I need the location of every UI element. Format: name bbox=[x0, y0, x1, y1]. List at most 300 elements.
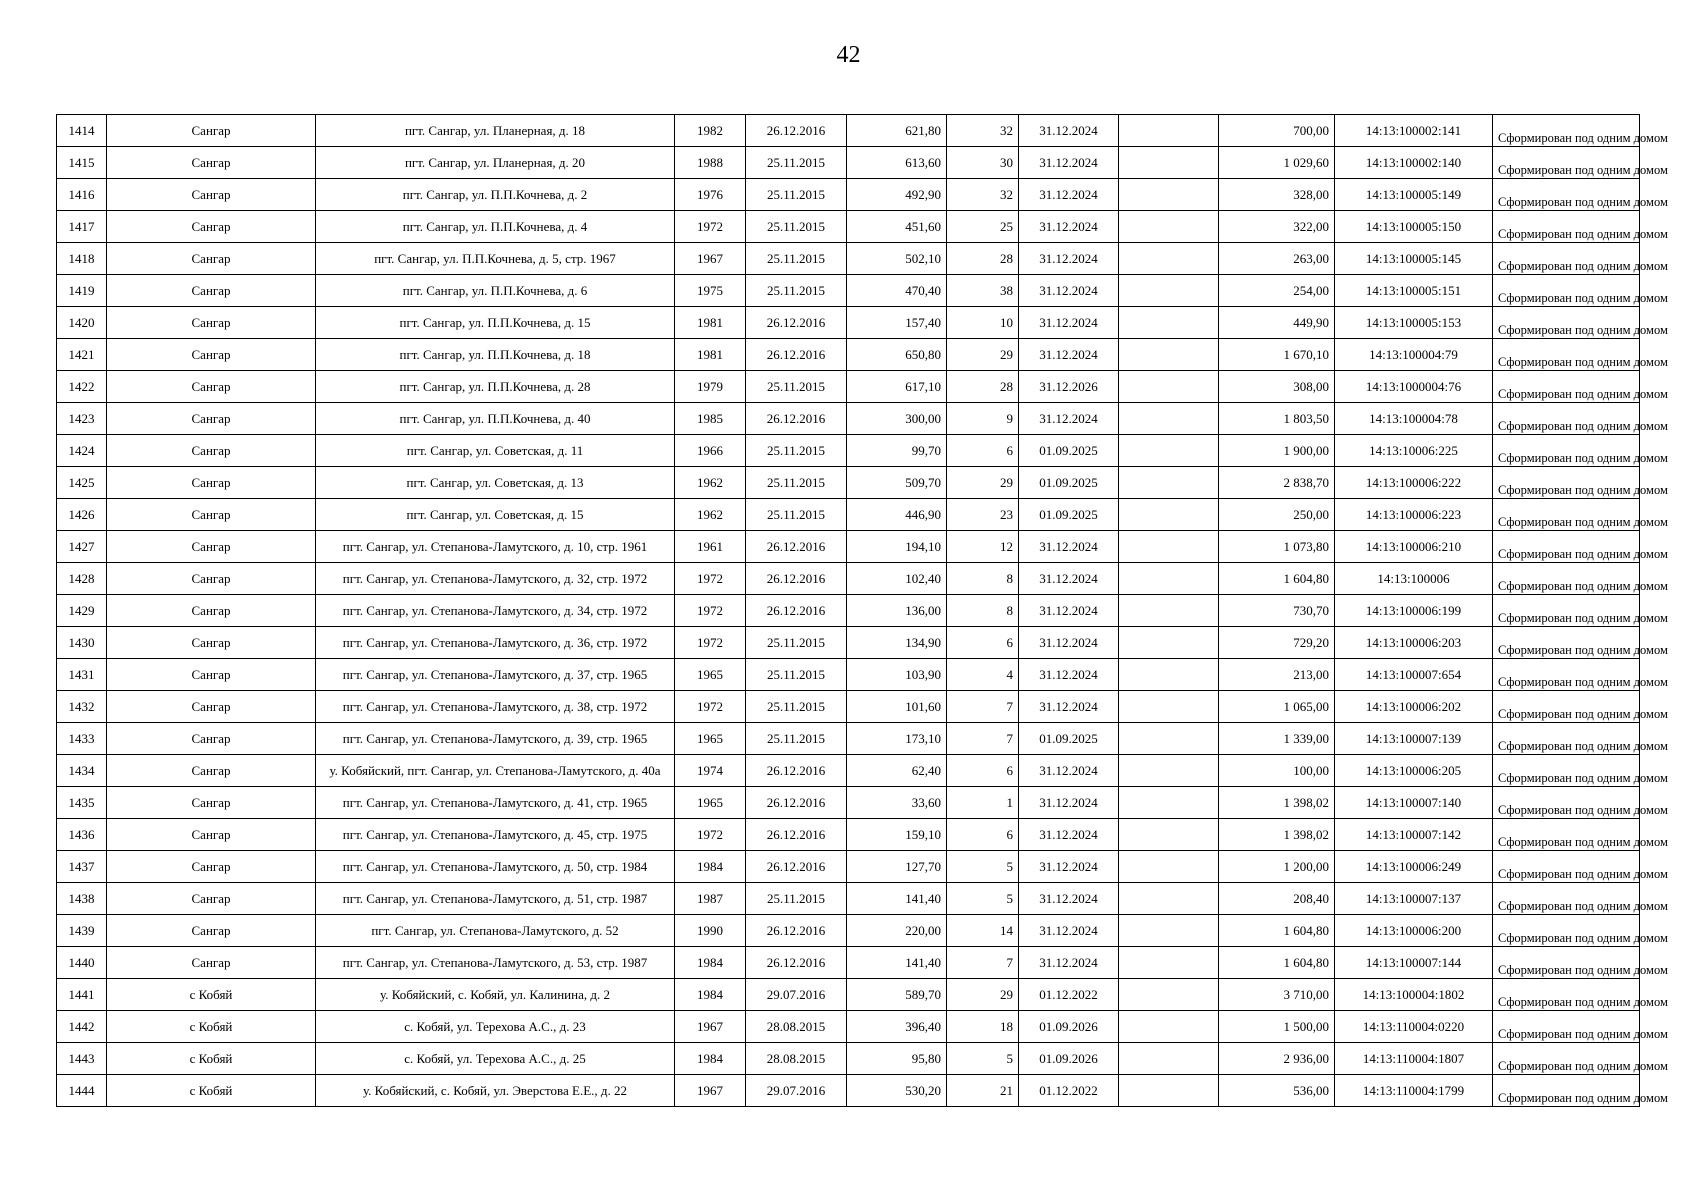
status-cell: Сформирован под одним домом bbox=[1493, 947, 1640, 979]
address-cell: пгт. Сангар, ул. П.П.Кочнева, д. 2 bbox=[316, 179, 675, 211]
deadline-date-cell: 31.12.2024 bbox=[1019, 115, 1119, 147]
locality-cell: Сангар bbox=[107, 883, 316, 915]
locality-cell: Сангар bbox=[107, 563, 316, 595]
date-cell: 25.11.2015 bbox=[746, 243, 847, 275]
row-number-cell: 1425 bbox=[57, 467, 107, 499]
cadastral-number-cell: 14:13:100002:140 bbox=[1335, 147, 1493, 179]
land-area-cell: 1 604,80 bbox=[1219, 915, 1335, 947]
year-built-cell: 1972 bbox=[675, 691, 746, 723]
land-area-cell: 1 065,00 bbox=[1219, 691, 1335, 723]
table-row bbox=[57, 147, 1640, 179]
cadastral-number-cell: 14:13:100006:202 bbox=[1335, 691, 1493, 723]
address-cell: пгт. Сангар, ул. П.П.Кочнева, д. 4 bbox=[316, 211, 675, 243]
cadastral-number-cell: 14:13:100002:141 bbox=[1335, 115, 1493, 147]
row-number-cell: 1429 bbox=[57, 595, 107, 627]
deadline-date-cell: 01.12.2022 bbox=[1019, 1075, 1119, 1107]
status-cell: Сформирован под одним домом bbox=[1493, 371, 1640, 403]
area-cell: 530,20 bbox=[847, 1075, 947, 1107]
address-cell: пгт. Сангар, ул. Степанова-Ламутского, д. 10, стр. 1961 bbox=[316, 531, 675, 563]
area-cell: 492,90 bbox=[847, 179, 947, 211]
locality-cell: Сангар bbox=[107, 595, 316, 627]
year-built-cell: 1988 bbox=[675, 147, 746, 179]
empty-cell bbox=[1119, 819, 1219, 851]
row-number-cell: 1430 bbox=[57, 627, 107, 659]
address-cell: пгт. Сангар, ул. П.П.Кочнева, д. 15 bbox=[316, 307, 675, 339]
date-cell: 25.11.2015 bbox=[746, 659, 847, 691]
deadline-date-cell: 31.12.2024 bbox=[1019, 691, 1119, 723]
cadastral-number-cell: 14:13:100006:223 bbox=[1335, 499, 1493, 531]
land-area-cell: 328,00 bbox=[1219, 179, 1335, 211]
empty-cell bbox=[1119, 595, 1219, 627]
locality-cell: Сангар bbox=[107, 403, 316, 435]
land-area-cell: 1 339,00 bbox=[1219, 723, 1335, 755]
deadline-date-cell: 31.12.2024 bbox=[1019, 659, 1119, 691]
empty-cell bbox=[1119, 435, 1219, 467]
area-cell: 621,80 bbox=[847, 115, 947, 147]
locality-cell: Сангар bbox=[107, 691, 316, 723]
land-area-cell: 1 398,02 bbox=[1219, 819, 1335, 851]
date-cell: 26.12.2016 bbox=[746, 115, 847, 147]
status-cell: Сформирован под одним домом bbox=[1493, 1075, 1640, 1107]
residents-cell: 18 bbox=[947, 1011, 1019, 1043]
empty-cell bbox=[1119, 659, 1219, 691]
empty-cell bbox=[1119, 531, 1219, 563]
locality-cell: Сангар bbox=[107, 851, 316, 883]
row-number-cell: 1428 bbox=[57, 563, 107, 595]
row-number-cell: 1416 bbox=[57, 179, 107, 211]
locality-cell: Сангар bbox=[107, 467, 316, 499]
year-built-cell: 1967 bbox=[675, 1011, 746, 1043]
date-cell: 26.12.2016 bbox=[746, 787, 847, 819]
land-area-cell: 1 604,80 bbox=[1219, 947, 1335, 979]
land-area-cell: 1 670,10 bbox=[1219, 339, 1335, 371]
land-area-cell: 3 710,00 bbox=[1219, 979, 1335, 1011]
year-built-cell: 1981 bbox=[675, 307, 746, 339]
residents-cell: 29 bbox=[947, 339, 1019, 371]
empty-cell bbox=[1119, 403, 1219, 435]
empty-cell bbox=[1119, 563, 1219, 595]
cadastral-number-cell: 14:13:100004:1802 bbox=[1335, 979, 1493, 1011]
table-row bbox=[57, 115, 1640, 147]
housing-registry-table bbox=[56, 114, 1668, 1107]
year-built-cell: 1962 bbox=[675, 499, 746, 531]
date-cell: 25.11.2015 bbox=[746, 371, 847, 403]
table-row bbox=[57, 179, 1640, 211]
area-cell: 127,70 bbox=[847, 851, 947, 883]
area-cell: 157,40 bbox=[847, 307, 947, 339]
deadline-date-cell: 01.09.2026 bbox=[1019, 1011, 1119, 1043]
table-row bbox=[57, 627, 1640, 659]
date-cell: 26.12.2016 bbox=[746, 915, 847, 947]
row-number-cell: 1440 bbox=[57, 947, 107, 979]
address-cell: пгт. Сангар, ул. Советская, д. 11 bbox=[316, 435, 675, 467]
residents-cell: 1 bbox=[947, 787, 1019, 819]
row-number-cell: 1417 bbox=[57, 211, 107, 243]
row-number-cell: 1421 bbox=[57, 339, 107, 371]
cadastral-number-cell: 14:13:100005:150 bbox=[1335, 211, 1493, 243]
status-cell: Сформирован под одним домом bbox=[1493, 851, 1640, 883]
date-cell: 26.12.2016 bbox=[746, 819, 847, 851]
residents-cell: 6 bbox=[947, 755, 1019, 787]
land-area-cell: 1 900,00 bbox=[1219, 435, 1335, 467]
deadline-date-cell: 31.12.2024 bbox=[1019, 883, 1119, 915]
address-cell: пгт. Сангар, ул. Степанова-Ламутского, д. 52 bbox=[316, 915, 675, 947]
empty-cell bbox=[1119, 499, 1219, 531]
address-cell: пгт. Сангар, ул. Планерная, д. 20 bbox=[316, 147, 675, 179]
status-cell: Сформирован под одним домом bbox=[1493, 115, 1640, 147]
table-row bbox=[57, 947, 1640, 979]
deadline-date-cell: 31.12.2024 bbox=[1019, 179, 1119, 211]
locality-cell: с Кобяй bbox=[107, 979, 316, 1011]
deadline-date-cell: 31.12.2024 bbox=[1019, 403, 1119, 435]
area-cell: 470,40 bbox=[847, 275, 947, 307]
table-row bbox=[57, 339, 1640, 371]
status-cell: Сформирован под одним домом bbox=[1493, 915, 1640, 947]
date-cell: 25.11.2015 bbox=[746, 883, 847, 915]
land-area-cell: 700,00 bbox=[1219, 115, 1335, 147]
status-cell: Сформирован под одним домом bbox=[1493, 531, 1640, 563]
year-built-cell: 1985 bbox=[675, 403, 746, 435]
residents-cell: 23 bbox=[947, 499, 1019, 531]
area-cell: 617,10 bbox=[847, 371, 947, 403]
locality-cell: с Кобяй bbox=[107, 1043, 316, 1075]
status-cell: Сформирован под одним домом bbox=[1493, 275, 1640, 307]
deadline-date-cell: 31.12.2024 bbox=[1019, 819, 1119, 851]
row-number-cell: 1443 bbox=[57, 1043, 107, 1075]
land-area-cell: 254,00 bbox=[1219, 275, 1335, 307]
land-area-cell: 730,70 bbox=[1219, 595, 1335, 627]
residents-cell: 5 bbox=[947, 883, 1019, 915]
residents-cell: 38 bbox=[947, 275, 1019, 307]
empty-cell bbox=[1119, 211, 1219, 243]
area-cell: 300,00 bbox=[847, 403, 947, 435]
empty-cell bbox=[1119, 947, 1219, 979]
empty-cell bbox=[1119, 339, 1219, 371]
empty-cell bbox=[1119, 691, 1219, 723]
cadastral-number-cell: 14:13:100006:199 bbox=[1335, 595, 1493, 627]
address-cell: у. Кобяйский, с. Кобяй, ул. Эверстова Е.Е., д. 22 bbox=[316, 1075, 675, 1107]
cadastral-number-cell: 14:13:100004:79 bbox=[1335, 339, 1493, 371]
status-cell: Сформирован под одним домом bbox=[1493, 435, 1640, 467]
cadastral-number-cell: 14:13:100005:153 bbox=[1335, 307, 1493, 339]
area-cell: 159,10 bbox=[847, 819, 947, 851]
empty-cell bbox=[1119, 243, 1219, 275]
address-cell: пгт. Сангар, ул. П.П.Кочнева, д. 40 bbox=[316, 403, 675, 435]
deadline-date-cell: 31.12.2024 bbox=[1019, 243, 1119, 275]
empty-cell bbox=[1119, 915, 1219, 947]
year-built-cell: 1962 bbox=[675, 467, 746, 499]
date-cell: 26.12.2016 bbox=[746, 403, 847, 435]
status-cell: Сформирован под одним домом bbox=[1493, 179, 1640, 211]
status-cell: Сформирован под одним домом bbox=[1493, 467, 1640, 499]
cadastral-number-cell: 14:13:100006:222 bbox=[1335, 467, 1493, 499]
area-cell: 173,10 bbox=[847, 723, 947, 755]
table-row bbox=[57, 691, 1640, 723]
table-row bbox=[57, 883, 1640, 915]
status-cell: Сформирован под одним домом bbox=[1493, 499, 1640, 531]
deadline-date-cell: 01.09.2025 bbox=[1019, 499, 1119, 531]
cadastral-number-cell: 14:13:110004:0220 bbox=[1335, 1011, 1493, 1043]
address-cell: пгт. Сангар, ул. Степанова-Ламутского, д. 51, стр. 1987 bbox=[316, 883, 675, 915]
residents-cell: 7 bbox=[947, 691, 1019, 723]
land-area-cell: 100,00 bbox=[1219, 755, 1335, 787]
address-cell: пгт. Сангар, ул. Степанова-Ламутского, д. 37, стр. 1965 bbox=[316, 659, 675, 691]
locality-cell: с Кобяй bbox=[107, 1075, 316, 1107]
locality-cell: Сангар bbox=[107, 627, 316, 659]
area-cell: 101,60 bbox=[847, 691, 947, 723]
area-cell: 446,90 bbox=[847, 499, 947, 531]
empty-cell bbox=[1119, 307, 1219, 339]
row-number-cell: 1431 bbox=[57, 659, 107, 691]
address-cell: у. Кобяйский, с. Кобяй, ул. Калинина, д. 2 bbox=[316, 979, 675, 1011]
year-built-cell: 1972 bbox=[675, 211, 746, 243]
locality-cell: Сангар bbox=[107, 243, 316, 275]
empty-cell bbox=[1119, 755, 1219, 787]
date-cell: 26.12.2016 bbox=[746, 851, 847, 883]
address-cell: пгт. Сангар, ул. Степанова-Ламутского, д. 39, стр. 1965 bbox=[316, 723, 675, 755]
deadline-date-cell: 01.09.2026 bbox=[1019, 1043, 1119, 1075]
deadline-date-cell: 31.12.2024 bbox=[1019, 947, 1119, 979]
locality-cell: Сангар bbox=[107, 307, 316, 339]
residents-cell: 29 bbox=[947, 979, 1019, 1011]
land-area-cell: 536,00 bbox=[1219, 1075, 1335, 1107]
cadastral-number-cell: 14:13:100007:142 bbox=[1335, 819, 1493, 851]
year-built-cell: 1984 bbox=[675, 979, 746, 1011]
residents-cell: 6 bbox=[947, 435, 1019, 467]
residents-cell: 6 bbox=[947, 627, 1019, 659]
area-cell: 134,90 bbox=[847, 627, 947, 659]
residents-cell: 8 bbox=[947, 595, 1019, 627]
date-cell: 26.12.2016 bbox=[746, 531, 847, 563]
residents-cell: 25 bbox=[947, 211, 1019, 243]
date-cell: 25.11.2015 bbox=[746, 435, 847, 467]
cadastral-number-cell: 14:13:100007:137 bbox=[1335, 883, 1493, 915]
table-row bbox=[57, 531, 1640, 563]
residents-cell: 29 bbox=[947, 467, 1019, 499]
date-cell: 26.12.2016 bbox=[746, 339, 847, 371]
area-cell: 650,80 bbox=[847, 339, 947, 371]
land-area-cell: 2 838,70 bbox=[1219, 467, 1335, 499]
area-cell: 141,40 bbox=[847, 883, 947, 915]
area-cell: 95,80 bbox=[847, 1043, 947, 1075]
year-built-cell: 1981 bbox=[675, 339, 746, 371]
year-built-cell: 1987 bbox=[675, 883, 746, 915]
date-cell: 25.11.2015 bbox=[746, 467, 847, 499]
cadastral-number-cell: 14:13:100007:139 bbox=[1335, 723, 1493, 755]
row-number-cell: 1434 bbox=[57, 755, 107, 787]
year-built-cell: 1984 bbox=[675, 1043, 746, 1075]
cadastral-number-cell: 14:13:1000004:76 bbox=[1335, 371, 1493, 403]
address-cell: пгт. Сангар, ул. Планерная, д. 18 bbox=[316, 115, 675, 147]
year-built-cell: 1967 bbox=[675, 1075, 746, 1107]
land-area-cell: 729,20 bbox=[1219, 627, 1335, 659]
cadastral-number-cell: 14:13:100007:144 bbox=[1335, 947, 1493, 979]
cadastral-number-cell: 14:13:100006:205 bbox=[1335, 755, 1493, 787]
residents-cell: 32 bbox=[947, 179, 1019, 211]
empty-cell bbox=[1119, 787, 1219, 819]
land-area-cell: 1 604,80 bbox=[1219, 563, 1335, 595]
row-number-cell: 1418 bbox=[57, 243, 107, 275]
deadline-date-cell: 31.12.2024 bbox=[1019, 147, 1119, 179]
deadline-date-cell: 31.12.2024 bbox=[1019, 307, 1119, 339]
land-area-cell: 1 803,50 bbox=[1219, 403, 1335, 435]
deadline-date-cell: 01.09.2025 bbox=[1019, 467, 1119, 499]
cadastral-number-cell: 14:13:100006:249 bbox=[1335, 851, 1493, 883]
year-built-cell: 1965 bbox=[675, 723, 746, 755]
row-number-cell: 1442 bbox=[57, 1011, 107, 1043]
cadastral-number-cell: 14:13:110004:1807 bbox=[1335, 1043, 1493, 1075]
land-area-cell: 2 936,00 bbox=[1219, 1043, 1335, 1075]
land-area-cell: 1 200,00 bbox=[1219, 851, 1335, 883]
empty-cell bbox=[1119, 467, 1219, 499]
date-cell: 26.12.2016 bbox=[746, 563, 847, 595]
table-row bbox=[57, 595, 1640, 627]
locality-cell: Сангар bbox=[107, 147, 316, 179]
residents-cell: 6 bbox=[947, 819, 1019, 851]
deadline-date-cell: 01.09.2025 bbox=[1019, 723, 1119, 755]
locality-cell: Сангар bbox=[107, 179, 316, 211]
residents-cell: 28 bbox=[947, 243, 1019, 275]
empty-cell bbox=[1119, 371, 1219, 403]
land-area-cell: 308,00 bbox=[1219, 371, 1335, 403]
row-number-cell: 1419 bbox=[57, 275, 107, 307]
table-row bbox=[57, 307, 1640, 339]
table-row bbox=[57, 1011, 1640, 1043]
status-cell: Сформирован под одним домом bbox=[1493, 819, 1640, 851]
table-row bbox=[57, 211, 1640, 243]
area-cell: 589,70 bbox=[847, 979, 947, 1011]
year-built-cell: 1984 bbox=[675, 851, 746, 883]
area-cell: 62,40 bbox=[847, 755, 947, 787]
row-number-cell: 1426 bbox=[57, 499, 107, 531]
status-cell: Сформирован под одним домом bbox=[1493, 307, 1640, 339]
area-cell: 136,00 bbox=[847, 595, 947, 627]
area-cell: 141,40 bbox=[847, 947, 947, 979]
row-number-cell: 1433 bbox=[57, 723, 107, 755]
residents-cell: 12 bbox=[947, 531, 1019, 563]
row-number-cell: 1439 bbox=[57, 915, 107, 947]
empty-cell bbox=[1119, 275, 1219, 307]
area-cell: 33,60 bbox=[847, 787, 947, 819]
residents-cell: 7 bbox=[947, 947, 1019, 979]
year-built-cell: 1961 bbox=[675, 531, 746, 563]
status-cell: Сформирован под одним домом bbox=[1493, 787, 1640, 819]
year-built-cell: 1965 bbox=[675, 659, 746, 691]
status-cell: Сформирован под одним домом bbox=[1493, 755, 1640, 787]
area-cell: 613,60 bbox=[847, 147, 947, 179]
address-cell: пгт. Сангар, ул. Степанова-Ламутского, д. 41, стр. 1965 bbox=[316, 787, 675, 819]
residents-cell: 9 bbox=[947, 403, 1019, 435]
cadastral-number-cell: 14:13:100004:78 bbox=[1335, 403, 1493, 435]
date-cell: 26.12.2016 bbox=[746, 307, 847, 339]
table-row bbox=[57, 243, 1640, 275]
cadastral-number-cell: 14:13:100006:203 bbox=[1335, 627, 1493, 659]
address-cell: пгт. Сангар, ул. Степанова-Ламутского, д. 38, стр. 1972 bbox=[316, 691, 675, 723]
row-number-cell: 1423 bbox=[57, 403, 107, 435]
deadline-date-cell: 31.12.2026 bbox=[1019, 371, 1119, 403]
residents-cell: 28 bbox=[947, 371, 1019, 403]
table-row bbox=[57, 787, 1640, 819]
deadline-date-cell: 01.12.2022 bbox=[1019, 979, 1119, 1011]
locality-cell: Сангар bbox=[107, 723, 316, 755]
date-cell: 28.08.2015 bbox=[746, 1043, 847, 1075]
land-area-cell: 322,00 bbox=[1219, 211, 1335, 243]
address-cell: у. Кобяйский, пгт. Сангар, ул. Степанова-Ламутского, д. 40а bbox=[316, 755, 675, 787]
table-row bbox=[57, 659, 1640, 691]
residents-cell: 14 bbox=[947, 915, 1019, 947]
year-built-cell: 1974 bbox=[675, 755, 746, 787]
cadastral-number-cell: 14:13:100007:140 bbox=[1335, 787, 1493, 819]
deadline-date-cell: 31.12.2024 bbox=[1019, 563, 1119, 595]
year-built-cell: 1979 bbox=[675, 371, 746, 403]
deadline-date-cell: 31.12.2024 bbox=[1019, 211, 1119, 243]
area-cell: 102,40 bbox=[847, 563, 947, 595]
cadastral-number-cell: 14:13:100005:145 bbox=[1335, 243, 1493, 275]
cadastral-number-cell: 14:13:100006:210 bbox=[1335, 531, 1493, 563]
deadline-date-cell: 31.12.2024 bbox=[1019, 851, 1119, 883]
table-row bbox=[57, 819, 1640, 851]
status-cell: Сформирован под одним домом bbox=[1493, 627, 1640, 659]
row-number-cell: 1414 bbox=[57, 115, 107, 147]
date-cell: 25.11.2015 bbox=[746, 147, 847, 179]
land-area-cell: 250,00 bbox=[1219, 499, 1335, 531]
cadastral-number-cell: 14:13:100007:654 bbox=[1335, 659, 1493, 691]
address-cell: пгт. Сангар, ул. Степанова-Ламутского, д. 32, стр. 1972 bbox=[316, 563, 675, 595]
locality-cell: Сангар bbox=[107, 211, 316, 243]
year-built-cell: 1975 bbox=[675, 275, 746, 307]
date-cell: 29.07.2016 bbox=[746, 1075, 847, 1107]
area-cell: 396,40 bbox=[847, 1011, 947, 1043]
row-number-cell: 1432 bbox=[57, 691, 107, 723]
deadline-date-cell: 31.12.2024 bbox=[1019, 915, 1119, 947]
land-area-cell: 213,00 bbox=[1219, 659, 1335, 691]
empty-cell bbox=[1119, 883, 1219, 915]
year-built-cell: 1966 bbox=[675, 435, 746, 467]
row-number-cell: 1436 bbox=[57, 819, 107, 851]
table-row bbox=[57, 275, 1640, 307]
date-cell: 26.12.2016 bbox=[746, 947, 847, 979]
table-body bbox=[57, 115, 1668, 1107]
land-area-cell: 449,90 bbox=[1219, 307, 1335, 339]
residents-cell: 4 bbox=[947, 659, 1019, 691]
date-cell: 29.07.2016 bbox=[746, 979, 847, 1011]
row-number-cell: 1422 bbox=[57, 371, 107, 403]
row-number-cell: 1444 bbox=[57, 1075, 107, 1107]
date-cell: 25.11.2015 bbox=[746, 179, 847, 211]
year-built-cell: 1972 bbox=[675, 595, 746, 627]
area-cell: 103,90 bbox=[847, 659, 947, 691]
empty-cell bbox=[1119, 179, 1219, 211]
residents-cell: 10 bbox=[947, 307, 1019, 339]
table-row bbox=[57, 563, 1640, 595]
land-area-cell: 1 500,00 bbox=[1219, 1011, 1335, 1043]
land-area-cell: 208,40 bbox=[1219, 883, 1335, 915]
locality-cell: Сангар bbox=[107, 115, 316, 147]
land-area-cell: 263,00 bbox=[1219, 243, 1335, 275]
year-built-cell: 1965 bbox=[675, 787, 746, 819]
residents-cell: 5 bbox=[947, 851, 1019, 883]
date-cell: 25.11.2015 bbox=[746, 499, 847, 531]
table-row bbox=[57, 851, 1640, 883]
residents-cell: 5 bbox=[947, 1043, 1019, 1075]
address-cell: пгт. Сангар, ул. Советская, д. 13 bbox=[316, 467, 675, 499]
land-area-cell: 1 398,02 bbox=[1219, 787, 1335, 819]
cadastral-number-cell: 14:13:100006 bbox=[1335, 563, 1493, 595]
table-row bbox=[57, 723, 1640, 755]
address-cell: пгт. Сангар, ул. П.П.Кочнева, д. 6 bbox=[316, 275, 675, 307]
address-cell: пгт. Сангар, ул. П.П.Кочнева, д. 28 bbox=[316, 371, 675, 403]
date-cell: 25.11.2015 bbox=[746, 211, 847, 243]
